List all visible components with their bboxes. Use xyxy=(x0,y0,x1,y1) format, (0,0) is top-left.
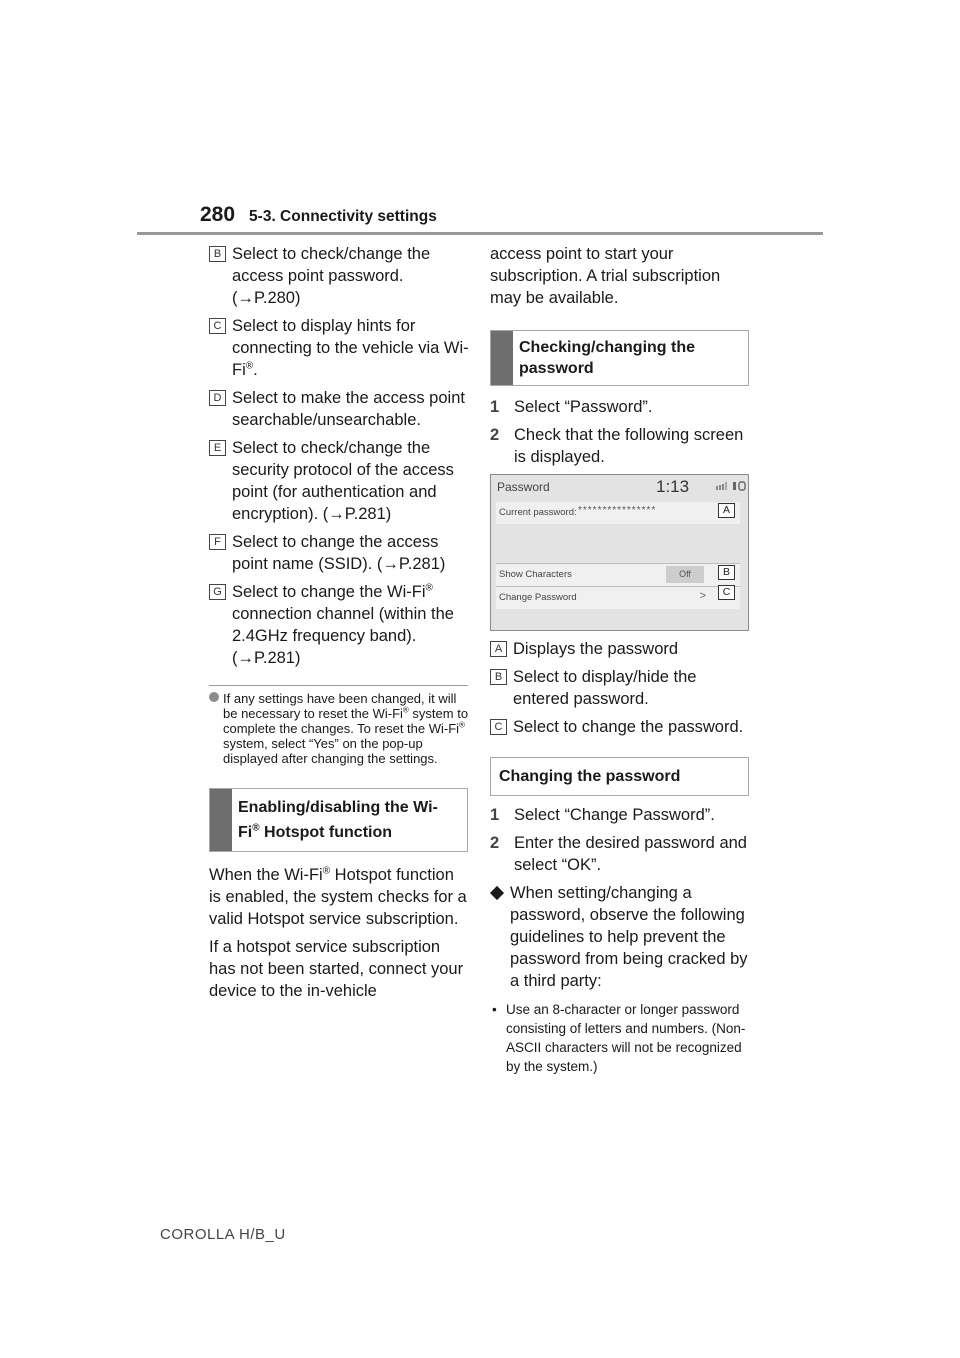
desc-text: Displays the password xyxy=(513,640,679,658)
marker-g: G xyxy=(209,584,226,600)
note-bullet-icon xyxy=(209,692,219,702)
heading-bar xyxy=(210,789,232,851)
note-text-a: If any settings have been changed, it will be necessary to reset the Wi-Fi xyxy=(223,691,457,721)
change-password-row xyxy=(496,587,740,609)
change-heading-text: Changing the password xyxy=(499,768,681,785)
current-password-label: Current password: xyxy=(499,507,577,518)
marker-b: B xyxy=(490,669,507,685)
desc-text: Select to display/hide the entered password. xyxy=(513,668,697,708)
change-password-label: Change Password xyxy=(499,592,577,603)
hotspot-paragraph-2-continued: access point to start your subscription. A trial subscription may be available. xyxy=(490,245,721,307)
item-d-text: Select to make the access point searchable/unsearchable. xyxy=(232,389,465,429)
registered-mark: ® xyxy=(459,720,465,730)
chevron-right-icon: > xyxy=(699,590,706,602)
step-text: Select “Change Password”. xyxy=(514,806,715,824)
note-text-c: system, select “Yes” on the pop-up displayed after changing the settings. xyxy=(223,736,438,766)
callout-c: C xyxy=(718,585,735,600)
password-desc-a xyxy=(490,638,752,660)
list-item-e xyxy=(209,437,469,525)
password-heading xyxy=(490,330,749,386)
guideline-bullet xyxy=(490,1000,752,1076)
hotspot-heading xyxy=(209,788,468,852)
show-characters-label: Show Characters xyxy=(499,569,572,580)
change-step-1 xyxy=(490,804,752,826)
list-item-c xyxy=(209,315,469,381)
item-c-text: Select to display hints for connecting to the vehicle via Wi-Fi xyxy=(232,317,469,379)
change-password-heading xyxy=(490,757,749,796)
note-block xyxy=(209,691,469,766)
marker-d: D xyxy=(209,390,226,406)
hotspot-p1-b: Hotspot function is enabled, the system checks for a valid Hotspot service subscription. xyxy=(209,866,467,928)
marker-a: A xyxy=(490,641,507,657)
page-header xyxy=(200,203,437,227)
diamond-bullet-icon xyxy=(490,886,504,900)
step-number: 1 xyxy=(490,806,500,824)
hotspot-heading-a: Enabling/disabling the Wi-Fi xyxy=(238,799,438,841)
password-desc-b xyxy=(490,666,752,710)
item-g-text-b: connection channel (within the 2.4GHz frequency band). (→P.281) xyxy=(232,605,454,667)
marker-c: C xyxy=(490,719,507,735)
status-icons xyxy=(716,481,746,491)
section-title: 5-3. Connectivity settings xyxy=(249,208,437,225)
password-step-1 xyxy=(490,396,752,418)
callout-a: A xyxy=(718,503,735,518)
footer-model: COROLLA H/B_U xyxy=(160,1226,286,1243)
header-divider xyxy=(137,232,823,235)
password-step-2 xyxy=(490,424,752,468)
password-desc-c xyxy=(490,716,752,738)
item-e-text: Select to check/change the security protocol of the access point (for authentication and encryption). (→P.281) xyxy=(232,439,454,523)
item-b-text: Select to check/change the access point password. (→P.280) xyxy=(232,245,431,307)
step-text: Check that the following screen is displayed. xyxy=(514,426,744,466)
desc-text: Select to change the password. xyxy=(513,718,744,736)
guideline-bullet-text: Use an 8-character or longer password consisting of letters and numbers. (Non-ASCII characters will not be recognized by the system.) xyxy=(506,1002,746,1074)
registered-mark: ® xyxy=(425,582,433,594)
marker-f: F xyxy=(209,534,226,550)
callout-b: B xyxy=(718,565,735,580)
current-password-row xyxy=(496,502,740,524)
screen-title: Password xyxy=(497,480,550,494)
registered-mark: ® xyxy=(322,865,331,877)
guideline-text: When setting/changing a password, observe the following guidelines to help prevent the password from being cracked by a third party: xyxy=(510,884,748,990)
right-column xyxy=(490,243,752,1076)
page-number: 280 xyxy=(200,203,236,226)
marker-b: B xyxy=(209,246,226,262)
hotspot-p1-a: When the Wi-Fi xyxy=(209,866,323,884)
registered-mark: ® xyxy=(245,360,254,372)
password-heading-text: Checking/changing the password xyxy=(519,339,696,377)
change-step-2 xyxy=(490,832,752,876)
item-f-text: Select to change the access point name (SSID). (→P.281) xyxy=(232,533,446,573)
note-text-b: system to complete the changes. To reset the Wi-Fi xyxy=(223,706,469,736)
off-toggle: Off xyxy=(666,566,704,583)
registered-mark: ® xyxy=(402,705,409,715)
list-item-d xyxy=(209,387,469,431)
step-text: Enter the desired password and select “OK”. xyxy=(514,834,747,874)
guideline-item xyxy=(490,882,752,992)
step-number: 2 xyxy=(490,426,500,444)
bullet-icon: • xyxy=(492,1002,497,1017)
item-c-period: . xyxy=(253,361,258,379)
left-column xyxy=(209,243,469,1002)
note-divider xyxy=(209,685,468,686)
list-item-g xyxy=(209,581,469,669)
list-item-f xyxy=(209,531,469,575)
password-screen-image xyxy=(490,474,749,631)
registered-mark: ® xyxy=(252,822,260,834)
step-text: Select “Password”. xyxy=(514,398,653,416)
marker-c: C xyxy=(209,318,226,334)
step-number: 2 xyxy=(490,834,500,852)
heading-bar xyxy=(491,331,513,385)
current-password-value: **************** xyxy=(578,505,657,516)
marker-e: E xyxy=(209,440,226,456)
screen-clock: 1:13 xyxy=(656,477,690,496)
hotspot-heading-b: Hotspot function xyxy=(259,824,393,841)
step-number: 1 xyxy=(490,398,500,416)
list-item-b xyxy=(209,243,469,309)
item-g-text-a: Select to change the Wi-Fi xyxy=(232,583,426,601)
hotspot-paragraph-1 xyxy=(209,864,469,930)
show-characters-row xyxy=(496,564,740,586)
hotspot-paragraph-2: If a hotspot service subscription has not been started, connect your device to the in-vehicle xyxy=(209,938,464,1000)
